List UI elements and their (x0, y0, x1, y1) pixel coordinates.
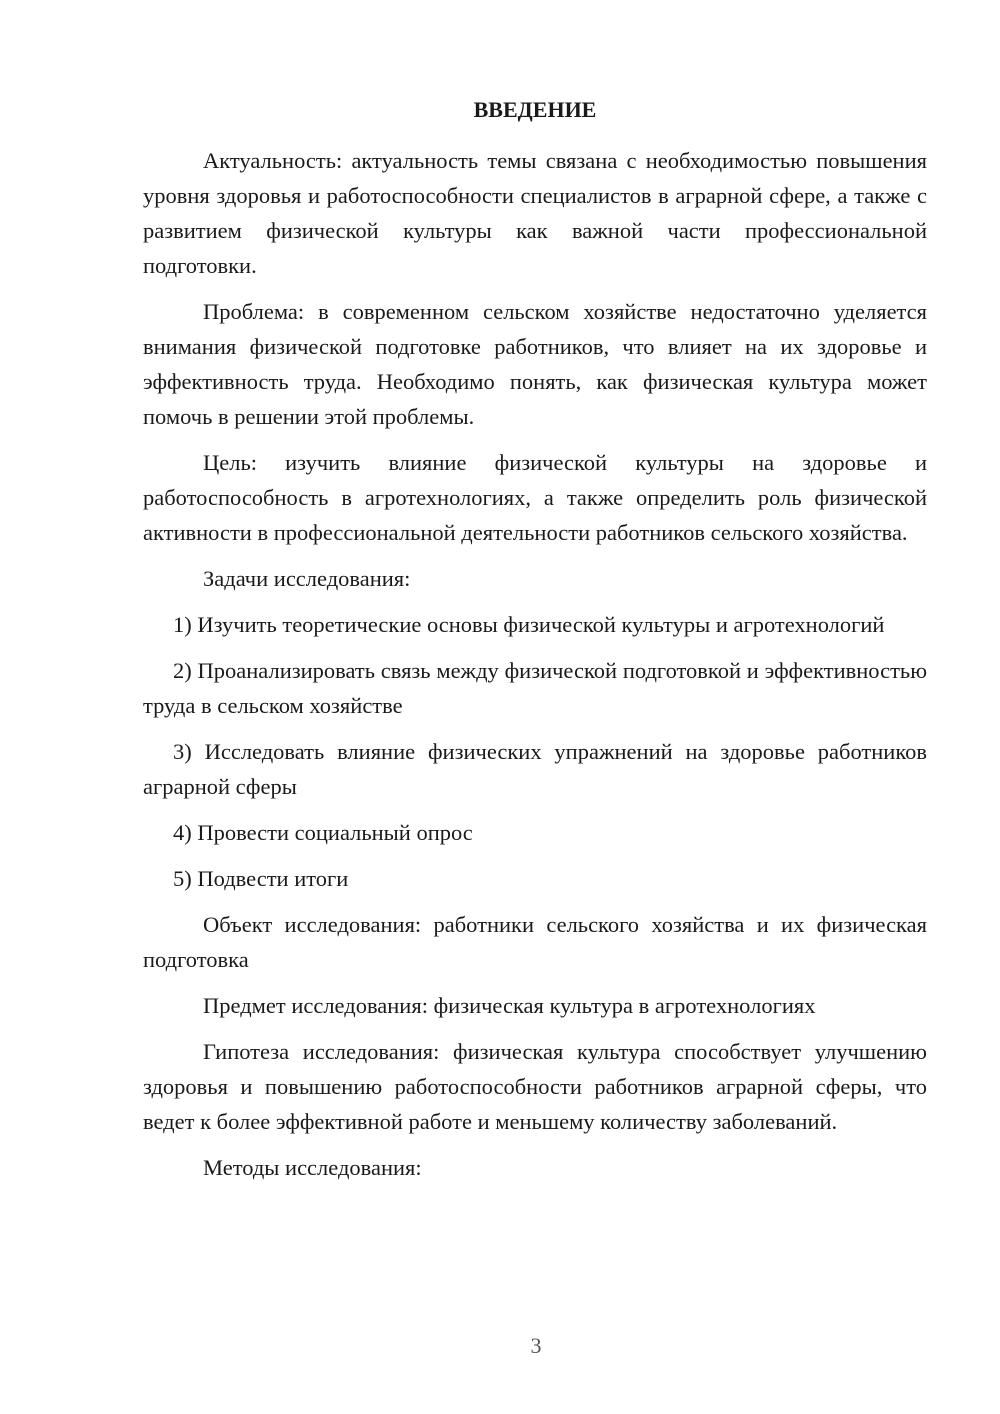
methods-heading: Методы исследования: (203, 1155, 422, 1180)
relevance-paragraph: Актуальность: актуальность темы связана с необходимостью повышения уровня здоровья и работоспособности специалистов в аграрной сфере, а также с развитием физической культуры как важной части профессиональной подготовки. (143, 148, 927, 278)
task-item-4: 4) Провести социальный опрос (173, 820, 473, 845)
tasks-heading: Задачи исследования: (203, 566, 411, 591)
page-number: 3 (530, 1333, 542, 1358)
task-item-2: 2) Проанализировать связь между физической подготовкой и эффективностью труда в сельском хозяйстве (143, 658, 927, 718)
section-title: ВВЕДЕНИЕ (473, 97, 597, 122)
document-body (143, 92, 927, 1196)
hypothesis-paragraph: Гипотеза исследования: физическая культура способствует улучшению здоровья и повышению работоспособности работников аграрной сферы, что ведет к более эффективной работе и меньшему количеству заболеваний. (143, 1039, 927, 1134)
task-item-1: 1) Изучить теоретические основы физической культуры и агротехнологий (173, 612, 885, 637)
task-item-5: 5) Подвести итоги (173, 866, 349, 891)
subject-paragraph: Предмет исследования: физическая культура в агротехнологиях (203, 993, 816, 1018)
task-item-3: 3) Исследовать влияние физических упражнений на здоровье работников аграрной сферы (143, 739, 927, 799)
object-paragraph: Объект исследования: работники сельского хозяйства и их физическая подготовка (143, 912, 927, 972)
problem-paragraph: Проблема: в современном сельском хозяйстве недостаточно уделяется внимания физической подготовке работников, что влияет на их здоровье и эффективность труда. Необходимо понять, как физическая культура может помочь в решении этой проблемы. (143, 299, 927, 429)
goal-paragraph: Цель: изучить влияние физической культуры на здоровье и работоспособность в агротехнологиях, а также определить роль физической активности в профессиональной деятельности работников сельского хозяйства. (143, 450, 927, 545)
